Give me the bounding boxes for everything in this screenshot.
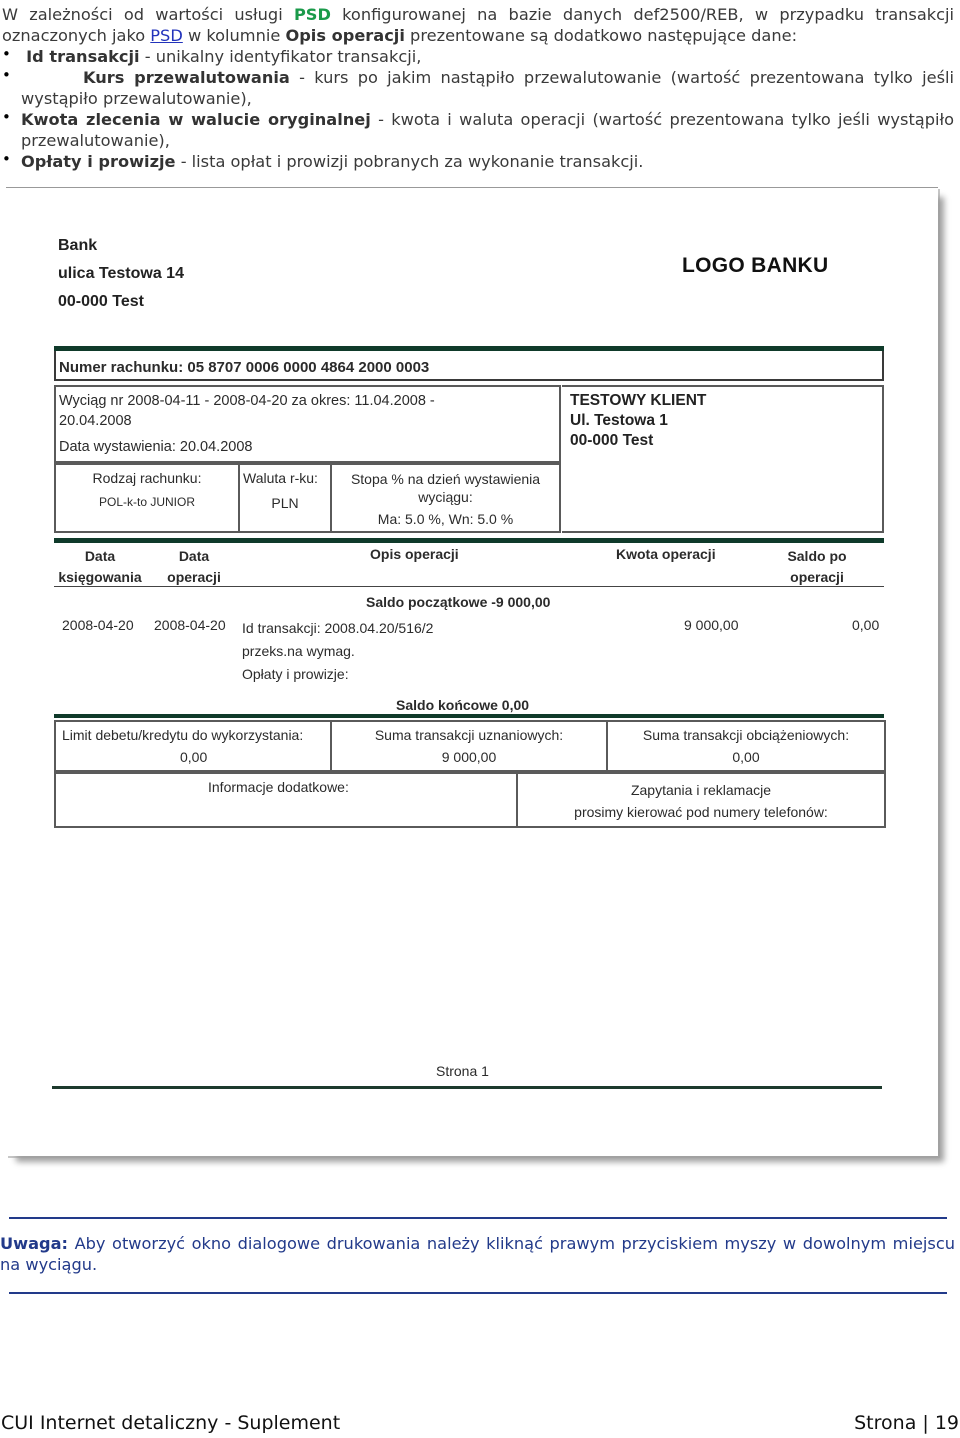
debits-box [606,720,886,772]
col-data-ksiegowania: Data księgowania [58,548,142,585]
bank-logo: LOGO BANKU [682,254,829,277]
client-street: Ul. Testowa 1 [570,412,668,429]
intro-paragraph: W zależności od wartości usługi PSD konfigurowanej na bazie danych def2500/REB, w przypadku transakcji oznaczonych jako PSD w kolumnie Opis operacji prezentowane są dodatkowo następujące dane: [2,5,955,45]
footer-page-number: Strona | 19 [854,1412,959,1434]
account-type-label: Rodzaj rachunku: [92,470,202,486]
debits-value: 0,00 [732,749,760,765]
footer-title: CUI Internet detaliczny - Suplement [1,1412,341,1434]
bullet-id-transakcji: • Id transakcji - unikalny identyfikator transakcji, [2,45,422,66]
extra-info-label: Informacje dodatkowe: [208,779,349,795]
bullet-icon: • [2,108,11,126]
client-box [562,385,884,533]
client-city: 00-000 Test [570,432,654,449]
bank-address: Bank ulica Testowa 14 00-000 Test [58,237,184,310]
bullet-icon: • [2,150,11,168]
account-box [54,351,884,381]
issue-date: Data wystawienia: 20.04.2008 [59,439,253,455]
divider [54,714,884,718]
statement-preview[interactable] [6,187,938,1156]
rate-label: Stopa % na dzień wystawienia [350,471,541,487]
extract-info-box [54,385,561,463]
rate-label-2: wyciągu: [418,489,473,505]
rate-value: Ma: 5.0 %, Wn: 5.0 % [377,511,514,527]
debits-label: Suma transakcji obciążeniowych: [642,727,850,743]
row-description: Id transakcji: 2008.04.20/516/2 przeks.na wymag. Opłaty i prowizje: [242,620,434,682]
divider [9,1292,947,1294]
bullet-oplaty: • Opłaty i prowizje - lista opłat i prowizji pobranych za wykonanie transakcji. [2,150,644,171]
statement-page-number: Strona 1 [436,1063,489,1079]
bullet-icon: • [2,66,11,84]
account-type-box [54,463,240,533]
limit-label: Limit debetu/kredytu do wykorzystania: [62,727,304,743]
psd-link[interactable]: PSD [150,26,183,45]
extract-period: Wyciąg nr 2008-04-11 - 2008-04-20 za okres: 11.04.2008 - [59,393,435,409]
currency-box [238,463,332,533]
intro-section [2,4,954,172]
currency-value: PLN [271,495,299,511]
credits-box [330,720,608,772]
account-type-value: POL-k-to JUNIOR [98,495,195,509]
complaints-label: Zapytania i reklamacje [630,782,772,798]
client-name: TESTOWY KLIENT [570,392,707,409]
credits-label: Suma transakcji uznaniowych: [374,727,564,743]
psd-service-name: PSD [293,5,331,24]
bullet-kurs: • Kurs przewalutowania - kurs po jakim nastąpiło przewalutowanie (wartość prezentowana tylko jeśli wystąpiło przewalutowanie), [2,66,954,108]
col-saldo: Saldo po operacji [787,548,847,585]
limit-value: 0,00 [180,749,208,765]
credits-value: 9 000,00 [441,749,497,765]
closing-balance: Saldo końcowe 0,00 [396,697,530,713]
extract-period-end: 20.04.2008 [59,413,132,429]
row-date-booking: 2008-04-20 [62,617,134,633]
note-label: Uwaga: [0,1234,69,1253]
bullet-icon: • [2,45,11,63]
note [0,1233,955,1275]
divider [54,538,884,543]
currency-label: Waluta r-ku: [243,470,318,486]
complaints-box [516,772,886,828]
account-number: Numer rachunku: 05 8707 0006 0000 4864 2000 0003 [59,359,430,376]
complaints-text: prosimy kierować pod numery telefonów: [574,804,828,820]
rate-box [330,463,561,533]
col-data-operacji: Data operacji [167,548,221,585]
col-opis-operacji: Opis operacji [370,546,459,562]
divider [54,586,884,587]
divider [52,1086,882,1089]
extra-info-box [54,772,518,828]
divider [9,1217,947,1219]
opening-balance: Saldo początkowe -9 000,00 [366,594,551,610]
row-balance: 0,00 [852,617,880,633]
note-text: Aby otworzyć okno dialogowe drukowania należy kliknąć prawym przyciskiem myszy w dowolnym miejscu na wyciągu. [0,1234,955,1274]
row-date-operation: 2008-04-20 [154,617,226,633]
bullet-kwota-zlecenia: • Kwota zlecenia w walucie oryginalnej - kwota i waluta operacji (wartość prezentowana tylko jeśli wystąpiło przewalutowanie), [2,108,954,150]
row-amount: 9 000,00 [684,617,739,633]
limit-box [54,720,332,772]
col-kwota-operacji: Kwota operacji [616,546,716,562]
